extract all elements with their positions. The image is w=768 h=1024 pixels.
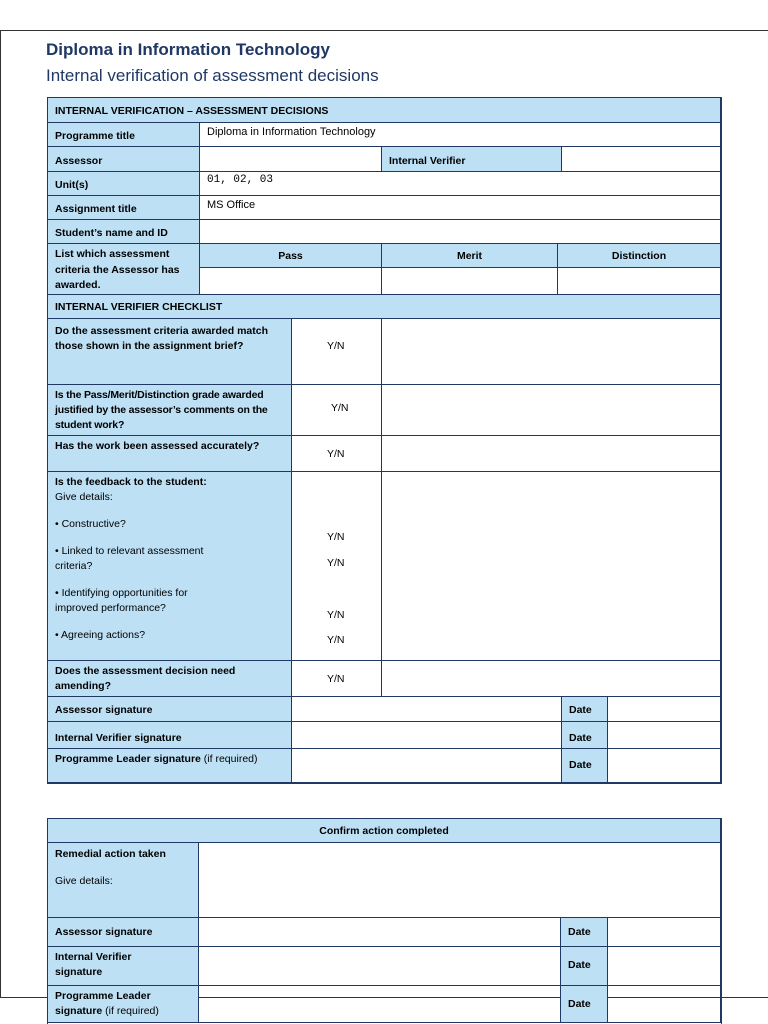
pl-signature-text: Programme Leader signature <box>55 753 201 765</box>
confirm-assessor-signature-field[interactable] <box>199 918 561 947</box>
programme-title-label: Programme title <box>48 123 200 147</box>
programme-title-value[interactable]: Diploma in Information Technology <box>200 123 721 147</box>
q4-give-details: Give details: <box>55 491 113 503</box>
q4-yn-linked: Y/N <box>327 557 345 569</box>
q4-yn-opportunities: Y/N <box>327 609 345 621</box>
confirm-pl-date-label: Date <box>561 986 608 1023</box>
confirm-pl-signature-note: (if required) <box>102 1005 159 1017</box>
q3-yn-text: Y/N <box>327 448 345 460</box>
q5-yn[interactable] <box>292 661 382 697</box>
table-heading: INTERNAL VERIFICATION – ASSESSMENT DECISIONS <box>48 98 721 123</box>
confirm-assessor-date-field[interactable] <box>608 918 721 947</box>
checklist-heading: INTERNAL VERIFIER CHECKLIST <box>48 295 721 319</box>
grade-header-pass: Pass <box>200 244 382 268</box>
confirm-action-table <box>47 818 722 1024</box>
assessor-signature-field[interactable] <box>292 697 562 722</box>
iv-date-field[interactable] <box>608 722 721 749</box>
q4-title: Is the feedback to the student: <box>55 476 207 488</box>
confirm-pl-signature-field[interactable] <box>199 986 561 1023</box>
q1-yn-text: Y/N <box>327 340 345 352</box>
checklist-q1: Do the assessment criteria awarded match those shown in the assignment brief? <box>48 319 292 385</box>
q1-yn[interactable] <box>292 319 382 385</box>
document-subtitle: Internal verification of assessment decisions <box>46 66 379 85</box>
confirm-iv-signature-field[interactable] <box>199 947 561 986</box>
assignment-title-label: Assignment title <box>48 196 200 220</box>
confirm-iv-signature-label: Internal Verifier signature <box>48 947 199 986</box>
checklist-q5: Does the assessment decision need amending? <box>48 661 292 697</box>
confirm-pl-date-field[interactable] <box>608 986 721 1023</box>
q5-comments[interactable] <box>382 661 721 697</box>
remedial-details-field[interactable] <box>199 843 721 918</box>
document-title: Diploma in Information Technology <box>46 40 330 59</box>
confirm-pl-signature-text: Programme Leader signature <box>55 990 151 1017</box>
q4-comments[interactable] <box>382 472 721 661</box>
confirm-assessor-date-label: Date <box>561 918 608 947</box>
grade-distinction-input[interactable] <box>558 268 721 295</box>
criteria-label: List which assessment criteria the Assessor has awarded. <box>48 244 200 295</box>
q2-yn[interactable] <box>292 385 382 436</box>
checklist-q3: Has the work been assessed accurately? <box>48 436 292 472</box>
q4-item-agreeing: • Agreeing actions? <box>55 629 146 641</box>
student-label: Student’s name and ID <box>48 220 200 244</box>
pl-signature-note: (if required) <box>200 753 258 765</box>
confirm-iv-date-label: Date <box>561 947 608 986</box>
q2-yn-text: Y/N <box>331 402 349 414</box>
grade-header-merit: Merit <box>382 244 558 268</box>
q3-yn[interactable] <box>292 436 382 472</box>
confirm-pl-signature-label <box>48 986 199 1023</box>
q4-item-opportunities: • Identifying opportunities for improved performance? <box>55 587 188 614</box>
q1-comments[interactable] <box>382 319 721 385</box>
internal-verifier-label: Internal Verifier <box>382 147 562 172</box>
assignment-title-value[interactable]: MS Office <box>200 196 721 220</box>
iv-signature-label: Internal Verifier signature <box>48 722 292 749</box>
pl-date-label: Date <box>562 749 608 783</box>
remedial-label-cell <box>48 843 199 918</box>
pl-signature-label <box>48 749 292 783</box>
remedial-give-details: Give details: <box>55 875 113 887</box>
assessor-value[interactable] <box>200 147 382 172</box>
confirm-heading: Confirm action completed <box>48 819 721 843</box>
assessor-date-label: Date <box>562 697 608 722</box>
student-value[interactable] <box>200 220 721 244</box>
units-value[interactable]: 01, 02, 03 <box>200 172 721 196</box>
q4-yn[interactable] <box>292 472 382 661</box>
confirm-assessor-signature-label: Assessor signature <box>48 918 199 947</box>
assessor-label: Assessor <box>48 147 200 172</box>
grade-merit-input[interactable] <box>382 268 558 295</box>
checklist-q4 <box>48 472 292 661</box>
q4-yn-agreeing: Y/N <box>327 634 345 646</box>
grade-pass-input[interactable] <box>200 268 382 295</box>
assessor-date-field[interactable] <box>608 697 721 722</box>
checklist-q2: Is the Pass/Merit/Distinction grade awarded justified by the assessor’s comments on the student work? <box>48 385 292 436</box>
iv-date-label: Date <box>562 722 608 749</box>
q5-yn-text: Y/N <box>327 673 345 685</box>
pl-date-field[interactable] <box>608 749 721 783</box>
assessor-signature-label: Assessor signature <box>48 697 292 722</box>
q4-item-constructive: • Constructive? <box>55 518 126 530</box>
iv-signature-field[interactable] <box>292 722 562 749</box>
q3-comments[interactable] <box>382 436 721 472</box>
units-label: Unit(s) <box>48 172 200 196</box>
internal-verifier-value[interactable] <box>562 147 721 172</box>
q4-yn-constructive: Y/N <box>327 531 345 543</box>
assessment-decisions-table <box>47 97 722 784</box>
q2-comments[interactable] <box>382 385 721 436</box>
grade-header-distinction: Distinction <box>558 244 721 268</box>
q4-item-linked: • Linked to relevant assessment criteria? <box>55 545 204 572</box>
pl-signature-field[interactable] <box>292 749 562 783</box>
confirm-iv-date-field[interactable] <box>608 947 721 986</box>
remedial-label: Remedial action taken <box>55 848 166 860</box>
